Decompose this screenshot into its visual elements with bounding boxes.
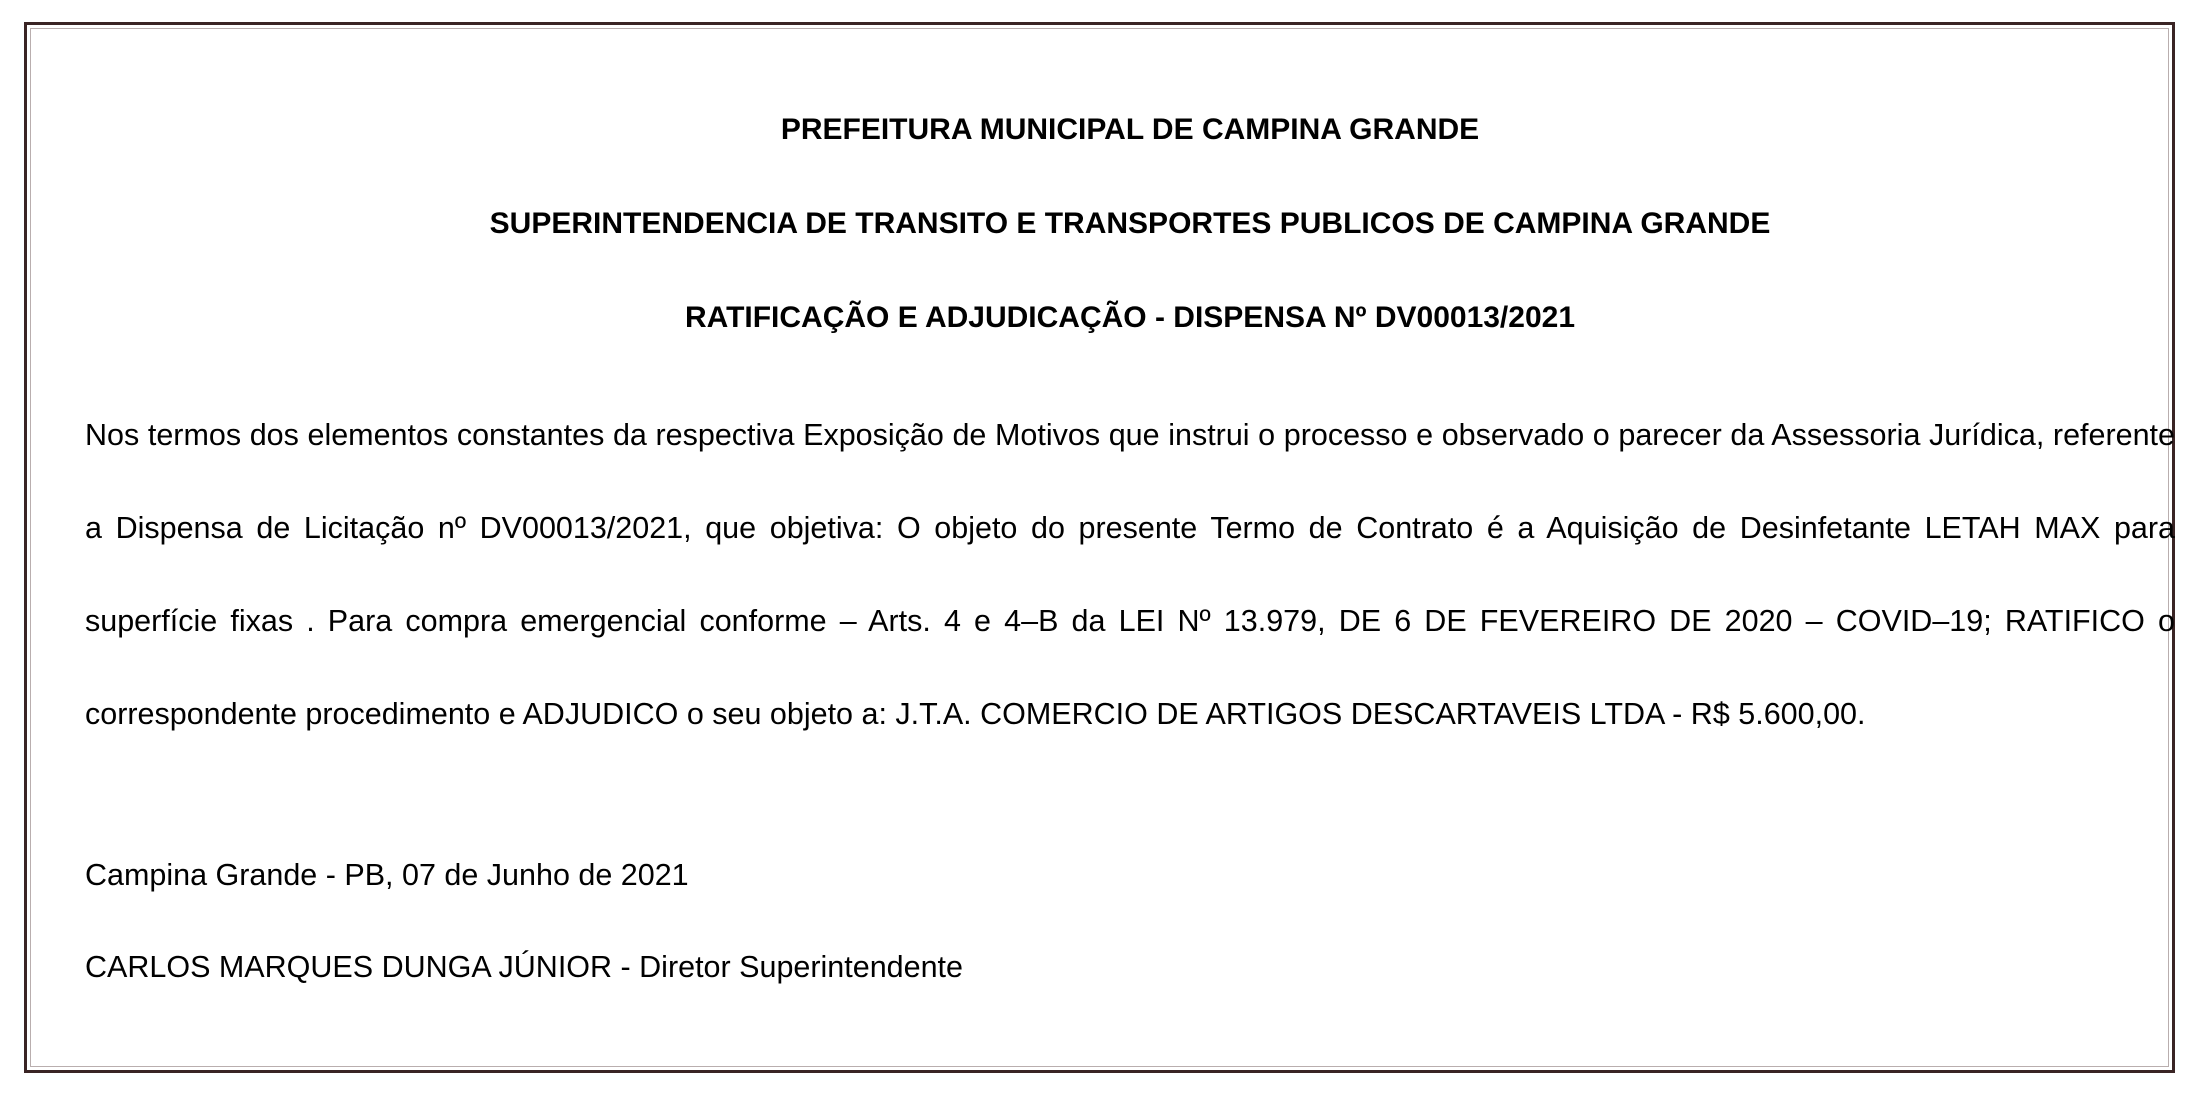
heading-superintendencia: SUPERINTENDENCIA DE TRANSITO E TRANSPORTES PUBLICOS DE CAMPINA GRANDE	[489, 207, 1771, 240]
signer-line: CARLOS MARQUES DUNGA JÚNIOR - Diretor Superintendente	[85, 950, 963, 984]
date-line: Campina Grande - PB, 07 de Junho de 2021	[85, 858, 689, 892]
document-frame	[24, 22, 2175, 1073]
body-paragraph: Nos termos dos elementos constantes da respectiva Exposição de Motivos que instrui o processo e observado o parecer da Assessoria Jurídica, referente a Dispensa de Licitação nº DV00013/2021, que objetiva: O objeto do presente Termo de Contrato é a Aquisição de Desinfetante LETAH MAX para superfície fixas . Para compra emergencial conforme – Arts. 4 e 4–B da LEI Nº 13.979, DE 6 DE FEVEREIRO DE 2020 – COVID–19; RATIFICO o correspondente procedimento e ADJUDICO o seu objeto a: J.T.A. COMERCIO DE ARTIGOS DESCARTAVEIS LTDA - R$ 5.600,00.	[85, 418, 2175, 731]
heading-prefeitura: PREFEITURA MUNICIPAL DE CAMPINA GRANDE	[780, 113, 1480, 146]
heading-ratificacao: RATIFICAÇÃO E ADJUDICAÇÃO - DISPENSA Nº DV00013/2021	[684, 301, 1576, 334]
